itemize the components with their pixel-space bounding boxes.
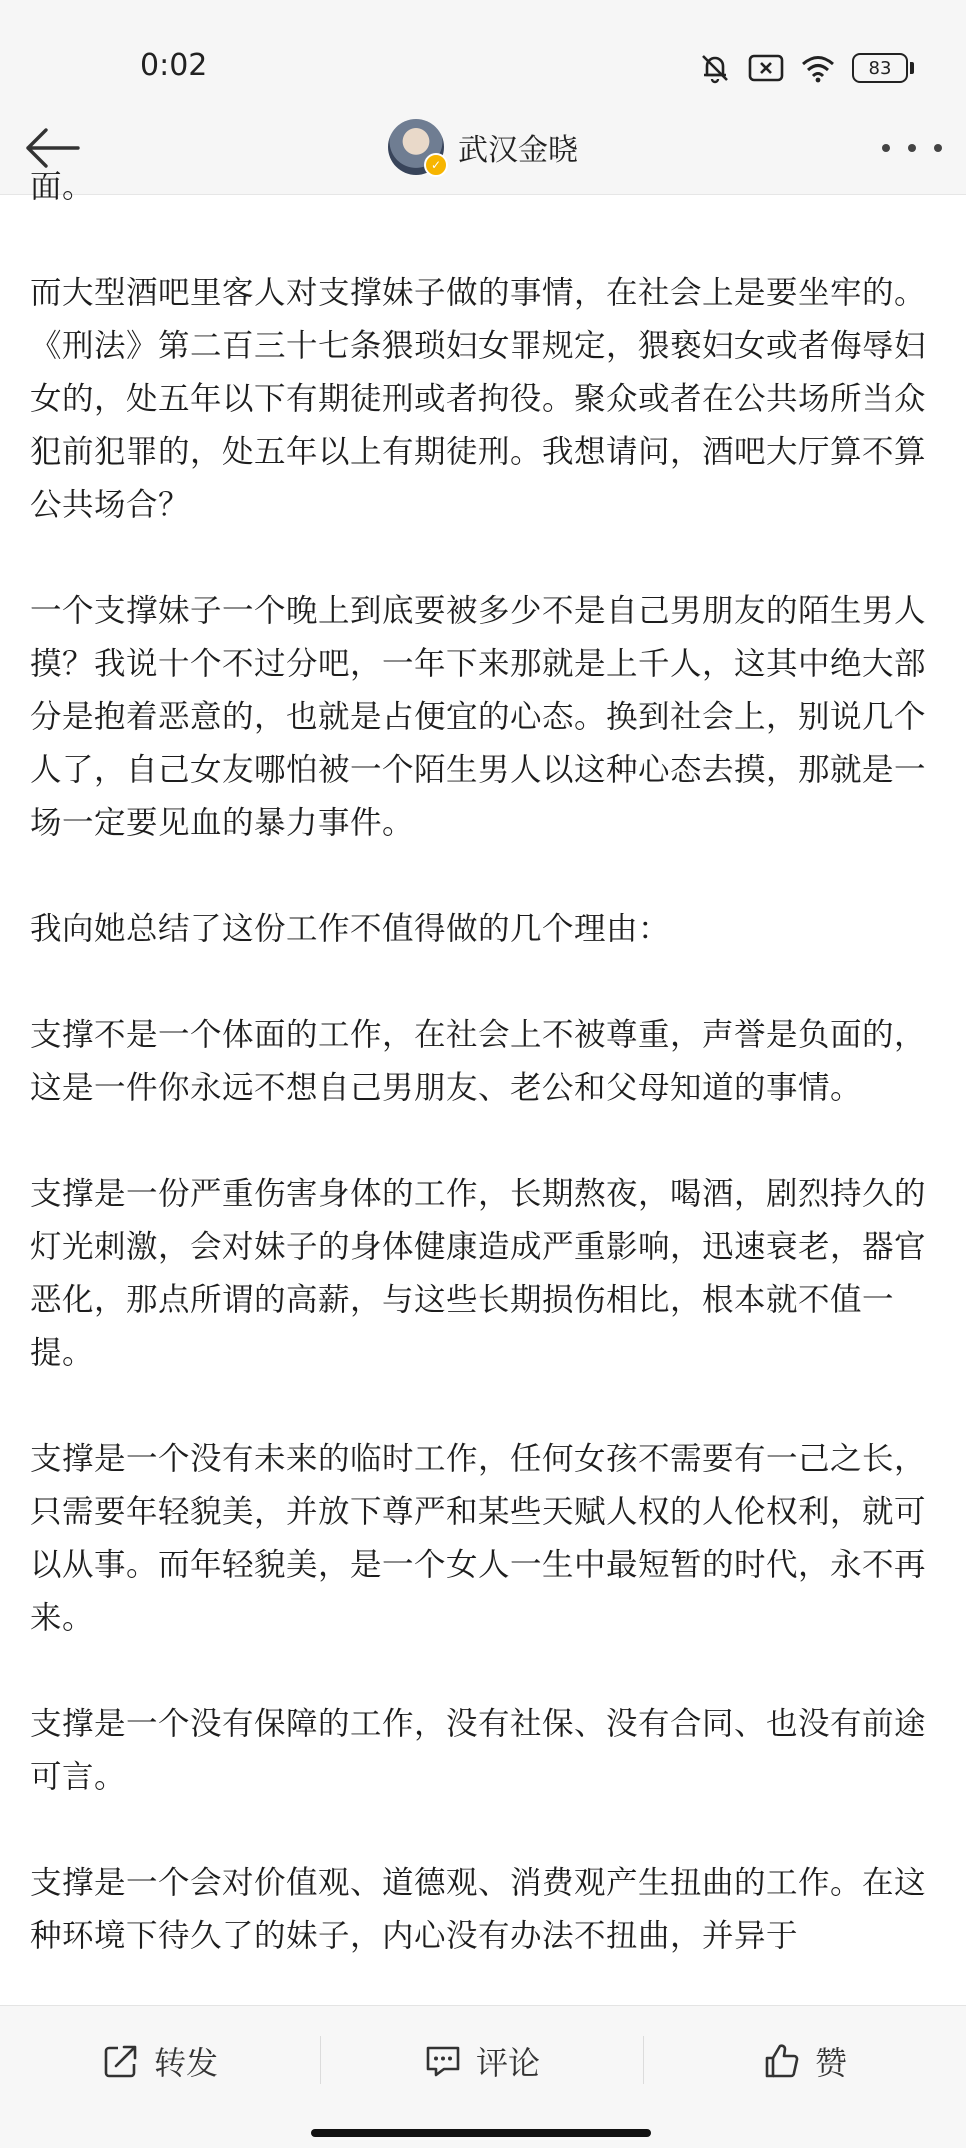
comment-label: 评论 — [475, 2044, 540, 2082]
share-icon — [102, 2042, 140, 2080]
paragraph: 一个支撑妹子一个晚上到底要被多少不是自己男朋友的陌生男人摸？我说十个不过分吧，一年下来那就是上千人，这其中绝大部分是抱着恶意的，也就是占便宜的心态。换到社会上，别说几个人了，自己女友哪怕被一个陌生男人以这种心态去摸，那就是一场一定要见血的暴力事件。 — [30, 593, 927, 841]
status-bar — [0, 0, 966, 100]
paragraph: 我向她总结了这份工作不值得做的几个理由： — [30, 911, 671, 947]
repost-label: 转发 — [153, 2044, 218, 2082]
paragraph: 支撑是一个没有未来的临时工作，任何女孩不需要有一己之长，只需要年轻貌美，并放下尊严和某些天赋人权的人伦权利，就可以从事。而年轻貌美，是一个女人一生中最短暂的时代，永不再来。 — [30, 1441, 927, 1636]
battery-indicator: 83 — [852, 53, 908, 83]
status-icons — [698, 48, 908, 88]
mute-bell-icon — [698, 51, 732, 85]
no-sim-icon — [748, 53, 784, 83]
more-dot-icon — [882, 144, 890, 152]
article-body — [0, 169, 966, 2005]
like-label: 赞 — [814, 2044, 847, 2082]
article-text — [30, 161, 940, 2016]
paragraph: 而大型酒吧里客人对支撑妹子做的事情，在社会上是要坐牢的。《刑法》第二百三十七条猥琐妇女罪规定，猥亵妇女或者侮辱妇女的，处五年以下有期徒刑或者拘役。聚众或者在公共场所当众犯前犯罪的，处五年以上有期徒刑。我想请问，酒吧大厅算不算公共场合？ — [30, 275, 927, 523]
paragraph: 支撑是一个没有保障的工作，没有社保、没有合同、也没有前途可言。 — [30, 1706, 927, 1795]
wifi-icon — [800, 53, 836, 83]
repost-button[interactable] — [0, 2006, 320, 2116]
status-time: 0:02 — [140, 48, 208, 83]
action-bar — [0, 2005, 966, 2148]
comment-icon — [424, 2042, 462, 2080]
paragraph: 支撑是一个会对价值观、道德观、消费观产生扭曲的工作。在这种环境下待久了的妹子，内心没有办法不扭曲，并异于 — [30, 1865, 927, 1954]
more-dot-icon — [934, 144, 942, 152]
paragraph: 支撑不是一个体面的工作，在社会上不被尊重，声誉是负面的，这是一件你永远不想自己男朋友、老公和父母知道的事情。 — [30, 1017, 927, 1106]
verified-badge-icon: ✓ — [424, 153, 448, 177]
paragraph: 支撑是一份严重伤害身体的工作，长期熬夜，喝酒，剧烈持久的灯光刺激，会对妹子的身体健康造成严重影响，迅速衰老，器官恶化，那点所谓的高薪，与这些长期损伤相比，根本就不值一提。 — [30, 1176, 927, 1371]
like-button[interactable] — [644, 2006, 966, 2116]
more-dot-icon — [908, 144, 916, 152]
partial-line: 面。 — [30, 169, 95, 205]
home-indicator[interactable] — [311, 2129, 651, 2137]
thumbs-up-icon — [763, 2042, 801, 2080]
nav-title[interactable]: 武汉金晓 — [458, 133, 578, 168]
comment-button[interactable] — [321, 2006, 643, 2116]
